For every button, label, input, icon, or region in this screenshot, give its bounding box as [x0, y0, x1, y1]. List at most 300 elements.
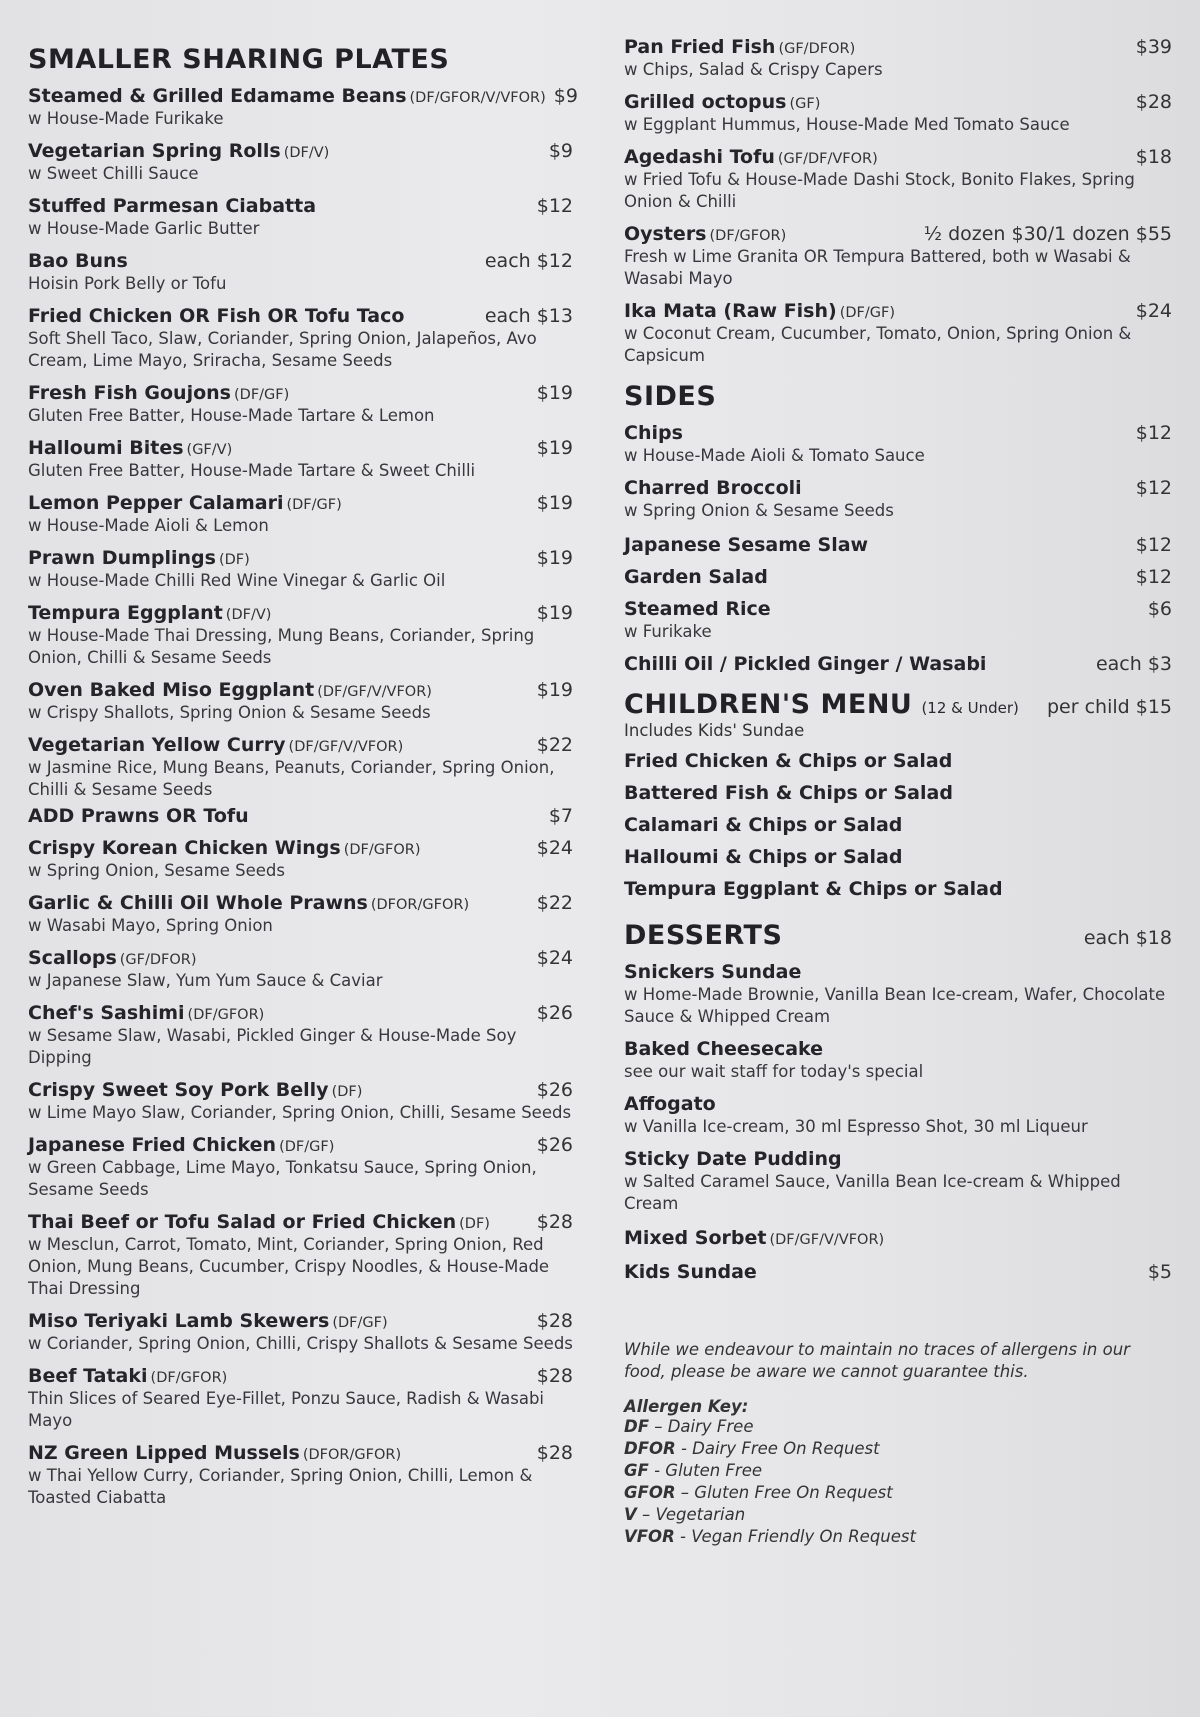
menu-item-description: w Lime Mayo Slaw, Coriander, Spring Onion, Chilli, Sesame Seeds [28, 1103, 572, 1122]
dietary-tags: (DF) [459, 1216, 490, 1232]
menu-item-description: w Coriander, Spring Onion, Chilli, Crispy Shallots & Sesame Seeds [28, 1334, 573, 1353]
allergen-separator: – [636, 1505, 656, 1524]
menu-item-name: Pan Fried Fish [624, 36, 776, 58]
allergen-meaning: Vegan Friendly On Request [691, 1527, 916, 1546]
menu-item-name: Miso Teriyaki Lamb Skewers [28, 1310, 330, 1332]
allergen-code: V [624, 1505, 637, 1524]
children-age-note: (12 & Under) [921, 699, 1019, 717]
menu-item [624, 1261, 1172, 1283]
allergen-key-line [624, 1526, 1172, 1548]
menu-item-price: each $3 [1095, 653, 1172, 675]
menu-item [28, 837, 573, 882]
dietary-tags: (DF/GF) [279, 1139, 335, 1155]
menu-item-price: $12 [1135, 477, 1172, 499]
menu-item-row [624, 422, 1172, 444]
menu-item [624, 36, 1172, 81]
dietary-tags: (DF/GFOR) [709, 228, 787, 244]
menu-item-row [28, 1442, 573, 1464]
menu-item-name: Steamed Rice [624, 598, 771, 620]
dietary-tags: (DF/V) [283, 145, 330, 161]
menu-item-name: Fresh Fish Goujons [28, 382, 231, 404]
menu-item-title [624, 878, 1003, 900]
menu-item-name: Japanese Fried Chicken [28, 1134, 277, 1156]
desserts-section [624, 920, 1172, 1283]
children-header [624, 689, 1172, 720]
menu-item-price: $19 [536, 492, 573, 514]
menu-item-price: $5 [1147, 1261, 1172, 1283]
menu-item [624, 1093, 1172, 1138]
menu-item [624, 422, 1172, 467]
allergen-key-line [624, 1460, 1172, 1482]
desserts-price: each $18 [1083, 927, 1172, 949]
menu-item-row [624, 653, 1172, 675]
menu-item-name: Fried Chicken & Chips or Salad [624, 750, 953, 772]
allergen-separator: – [675, 1483, 695, 1502]
menu-item-description: w House-Made Garlic Butter [28, 219, 260, 238]
menu-item [624, 961, 1172, 1028]
menu-item-price: $12 [536, 195, 573, 217]
menu-item-name: Kids Sundae [624, 1261, 757, 1283]
dietary-tags: (DF/GF/V/VFOR) [769, 1232, 885, 1248]
menu-item-name: Ika Mata (Raw Fish) [624, 300, 837, 322]
menu-item-row [28, 1365, 573, 1387]
menu-item [624, 878, 1172, 900]
menu-item-row [624, 300, 1172, 322]
menu-item-title [28, 734, 403, 756]
menu-item-title [624, 1227, 884, 1249]
menu-item-name: Crispy Sweet Soy Pork Belly [28, 1079, 329, 1101]
allergen-section [624, 1339, 1172, 1548]
menu-item-row [624, 782, 1172, 804]
menu-item-description: Thin Slices of Seared Eye-Fillet, Ponzu Sauce, Radish & Wasabi Mayo [28, 1389, 545, 1430]
menu-item-title [28, 1134, 334, 1156]
menu-item-name: Crispy Korean Chicken Wings [28, 837, 341, 859]
right-column [624, 36, 1172, 1548]
menu-item-name: Sticky Date Pudding [624, 1148, 842, 1170]
menu-item [624, 1227, 1172, 1249]
dietary-tags: (DF/GF) [332, 1315, 388, 1331]
menu-item-title [28, 805, 249, 827]
menu-item-description: w Jasmine Rice, Mung Beans, Peanuts, Coriander, Spring Onion, Chilli & Sesame Seeds [28, 758, 555, 799]
menu-item-title [624, 566, 768, 588]
menu-item-row [28, 85, 578, 107]
allergen-separator: – [648, 1417, 668, 1436]
menu-item-description: Fresh w Lime Granita OR Tempura Battered, both w Wasabi & Wasabi Mayo [624, 247, 1131, 288]
menu-item-description: see our wait staff for today's special [624, 1062, 924, 1081]
dietary-tags: (DFOR/GFOR) [302, 1447, 402, 1463]
menu-item-price: $19 [536, 437, 573, 459]
allergen-meaning: Vegetarian [655, 1505, 746, 1524]
menu-item-row [28, 547, 573, 569]
menu-item-row [28, 250, 573, 272]
menu-item-row [28, 679, 573, 701]
menu-item-title [28, 382, 289, 404]
menu-item-title [28, 1002, 264, 1024]
dietary-tags: (DF/GF) [234, 387, 290, 403]
menu-item [28, 140, 573, 185]
menu-item-title [28, 1211, 490, 1233]
allergen-key-line [624, 1438, 1172, 1460]
menu-item-description: w House-Made Aioli & Lemon [28, 516, 269, 535]
menu-item-name: Scallops [28, 947, 117, 969]
menu-item-description: w Green Cabbage, Lime Mayo, Tonkatsu Sauce, Spring Onion, Sesame Seeds [28, 1158, 537, 1199]
menu-item-title [624, 961, 801, 983]
menu-item-title [624, 1148, 842, 1170]
menu-item-title [624, 598, 771, 620]
menu-item [624, 91, 1172, 136]
menu-item [28, 492, 573, 537]
menu-item-row [624, 566, 1172, 588]
allergen-key-line [624, 1482, 1172, 1504]
menu-item-price: $28 [536, 1365, 573, 1387]
section-title-desserts: DESSERTS [624, 920, 783, 951]
allergen-disclaimer: While we endeavour to maintain no traces of allergens in our food, please be aware we cannot guarantee this. [624, 1340, 1130, 1381]
menu-item-title [624, 846, 902, 868]
menu-item-row [624, 1227, 1172, 1249]
menu-item-title [624, 814, 902, 836]
sides-section [624, 381, 1172, 675]
menu-item-description: w Vanilla Ice-cream, 30 ml Espresso Shot, 30 ml Liqueur [624, 1117, 1088, 1136]
allergen-key-title: Allergen Key: [624, 1397, 749, 1416]
dietary-tags: (DF/GFOR) [187, 1007, 265, 1023]
desserts-header [624, 920, 1172, 951]
menu-item [28, 805, 573, 827]
allergen-separator: - [675, 1439, 693, 1458]
menu-item-title [28, 85, 546, 107]
menu-item-title [624, 750, 952, 772]
menu-item [28, 602, 573, 669]
menu-item-name: Oven Baked Miso Eggplant [28, 679, 315, 701]
dietary-tags: (GF) [789, 96, 821, 112]
section-title-childrens-menu: CHILDREN'S MENU [624, 689, 913, 720]
menu-item-name: Beef Tataki [28, 1365, 148, 1387]
menu-item [624, 1038, 1172, 1083]
menu-item-title [624, 36, 855, 58]
menu-item [28, 250, 573, 295]
menu-item [28, 1002, 573, 1069]
menu-item-title [624, 223, 786, 245]
menu-item-row [28, 382, 573, 404]
allergen-code: DF [624, 1417, 649, 1436]
menu-item-row [624, 146, 1172, 168]
menu-item-name: Mixed Sorbet [624, 1227, 767, 1249]
menu-item [28, 892, 573, 937]
children-price: per child $15 [1046, 696, 1172, 718]
menu-item-description: w Japanese Slaw, Yum Yum Sauce & Caviar [28, 971, 383, 990]
menu-item-description: w Sesame Slaw, Wasabi, Pickled Ginger & House-Made Soy Dipping [28, 1026, 517, 1067]
menu-item-title [624, 146, 878, 168]
allergen-code: DFOR [624, 1439, 676, 1458]
menu-item-name: Halloumi & Chips or Salad [624, 846, 903, 868]
allergen-meaning: Dairy Free [667, 1417, 754, 1436]
menu-item-row [28, 195, 573, 217]
menu-item [28, 1079, 573, 1124]
allergen-key-line [624, 1416, 1172, 1438]
menu-item-price: $22 [536, 734, 573, 756]
menu-item-row [28, 602, 573, 624]
menu-item [28, 1365, 573, 1432]
menu-item-title [28, 1310, 388, 1332]
menu-item-price: $26 [536, 1002, 573, 1024]
menu-item-title [624, 653, 986, 675]
sides-list [624, 422, 1172, 675]
menu-item [28, 1310, 573, 1355]
menu-item-description: w Crispy Shallots, Spring Onion & Sesame Seeds [28, 703, 431, 722]
menu-item-description: w House-Made Aioli & Tomato Sauce [624, 446, 925, 465]
menu-item-name: Chef's Sashimi [28, 1002, 185, 1024]
allergen-code: VFOR [624, 1527, 675, 1546]
menu-item-title [28, 1365, 227, 1387]
dietary-tags: (DF/GFOR/V/VFOR) [409, 90, 546, 106]
menu-item-name: Snickers Sundae [624, 961, 802, 983]
menu-item-price: $28 [536, 1310, 573, 1332]
menu-item-description: w Mesclun, Carrot, Tomato, Mint, Coriander, Spring Onion, Red Onion, Mung Beans, Cucumber, Crispy Noodles, & House-Made Thai Dressing [28, 1235, 550, 1298]
dietary-tags: (DF) [218, 552, 250, 568]
menu-item-description: w Sweet Chilli Sauce [28, 164, 199, 183]
allergen-separator: - [674, 1527, 692, 1546]
menu-item-price: $6 [1147, 598, 1172, 620]
menu-item-row [28, 892, 573, 914]
menu-item [624, 814, 1172, 836]
menu-item-row [624, 1148, 1172, 1170]
menu-item-title [624, 477, 802, 499]
menu-item [624, 534, 1172, 556]
dietary-tags: (DF/GF/V/VFOR) [317, 684, 432, 700]
dietary-tags: (DFOR/GFOR) [370, 897, 470, 913]
menu-item-name: Agedashi Tofu [624, 146, 775, 168]
menu-item-description: w House-Made Furikake [28, 109, 224, 128]
menu-item-row [624, 36, 1172, 58]
menu-item-name: Japanese Sesame Slaw [624, 534, 869, 556]
children-list [624, 750, 1172, 900]
menu-item-description: w Spring Onion, Sesame Seeds [28, 861, 285, 880]
menu-item-row [624, 223, 1172, 245]
menu-item-title [28, 492, 342, 514]
menu-item-title [624, 422, 683, 444]
menu-item-row [28, 140, 573, 162]
menu-item [28, 734, 573, 801]
menu-item [624, 782, 1172, 804]
allergen-meaning: Dairy Free On Request [692, 1439, 880, 1458]
menu-item-price: $26 [536, 1079, 573, 1101]
menu-item-title [624, 1261, 757, 1283]
menu-item-name: Battered Fish & Chips or Salad [624, 782, 953, 804]
menu-item-price: $9 [553, 85, 578, 107]
allergen-key-list [624, 1416, 1172, 1548]
menu-item-title [28, 602, 271, 624]
menu-item-title [28, 547, 250, 569]
menu-item-name: Grilled octopus [624, 91, 787, 113]
children-title-group [624, 689, 1019, 720]
menu-item [28, 679, 573, 724]
menu-item-row [624, 878, 1172, 900]
menu-item-description: w House-Made Thai Dressing, Mung Beans, Coriander, Spring Onion, Chilli & Sesame Seeds [28, 626, 535, 667]
menu-item-name: Baked Cheesecake [624, 1038, 824, 1060]
menu-item-price: $12 [1135, 422, 1172, 444]
menu-item-price: $28 [1135, 91, 1172, 113]
menu-item-row [28, 1310, 573, 1332]
children-section [624, 689, 1172, 900]
menu-item-title [28, 1442, 401, 1464]
menu-item-description: Gluten Free Batter, House-Made Tartare & Lemon [28, 406, 435, 425]
allergen-meaning: Gluten Free [665, 1461, 763, 1480]
dietary-tags: (DF/V) [225, 607, 272, 623]
menu-item-price: $19 [536, 679, 573, 701]
menu-item [624, 1148, 1172, 1215]
menu-item [28, 195, 573, 240]
menu-item-price: $24 [1135, 300, 1172, 322]
menu-item [28, 1211, 573, 1300]
menu-item [624, 223, 1172, 290]
menu-item-description: Hoisin Pork Belly or Tofu [28, 274, 227, 293]
menu-item-name: Steamed & Grilled Edamame Beans [28, 85, 407, 107]
menu-item-row [624, 477, 1172, 499]
menu-item-price: $26 [536, 1134, 573, 1156]
menu-item-row [28, 492, 573, 514]
dietary-tags: (GF/DFOR) [119, 952, 197, 968]
menu-item-price: each $12 [484, 250, 573, 272]
sharing-plates-list [28, 85, 578, 1509]
menu-item-title [624, 1093, 716, 1115]
left-column [28, 44, 578, 1509]
allergen-code: GFOR [624, 1483, 676, 1502]
dietary-tags: (DF/GF) [839, 305, 895, 321]
menu-item [28, 547, 573, 592]
menu-item-row [28, 1211, 573, 1233]
menu-item-name: Oysters [624, 223, 707, 245]
menu-item-description: w Home-Made Brownie, Vanilla Bean Ice-cream, Wafer, Chocolate Sauce & Whipped Cream [624, 985, 1166, 1026]
menu-item-name: Vegetarian Yellow Curry [28, 734, 286, 756]
menu-item-description: w Thai Yellow Curry, Coriander, Spring Onion, Chilli, Lemon & Toasted Ciabatta [28, 1466, 533, 1507]
menu-item-title [624, 782, 953, 804]
menu-item-row [624, 91, 1172, 113]
menu-item [28, 1442, 573, 1509]
menu-item [624, 566, 1172, 588]
dietary-tags: (DF/GF) [286, 497, 342, 513]
desserts-list [624, 961, 1172, 1283]
menu-item-name: ADD Prawns OR Tofu [28, 805, 249, 827]
menu-item-row [624, 1261, 1172, 1283]
menu-item [624, 750, 1172, 772]
menu-item-row [28, 947, 573, 969]
menu-item-price: each $13 [484, 305, 573, 327]
menu-item-row [624, 598, 1172, 620]
menu-item-description: w House-Made Chilli Red Wine Vinegar & Garlic Oil [28, 571, 446, 590]
menu-item-description: w Coconut Cream, Cucumber, Tomato, Onion, Spring Onion & Capsicum [624, 324, 1132, 365]
menu-item [624, 598, 1172, 643]
menu-item-price: $22 [536, 892, 573, 914]
menu-item [624, 653, 1172, 675]
menu-item-description: Soft Shell Taco, Slaw, Coriander, Spring Onion, Jalapeños, Avo Cream, Lime Mayo, Sriracha, Sesame Seeds [28, 329, 537, 370]
menu-item-name: Chips [624, 422, 683, 444]
allergen-code: GF [624, 1461, 649, 1480]
menu-item-price: $28 [536, 1442, 573, 1464]
allergen-key-line [624, 1504, 1172, 1526]
menu-item [624, 846, 1172, 868]
menu-item-row [624, 961, 1172, 983]
menu-item-description: w Chips, Salad & Crispy Capers [624, 60, 883, 79]
menu-item-row [28, 1134, 573, 1156]
menu-item-name: Tempura Eggplant & Chips or Salad [624, 878, 1003, 900]
menu-item [28, 85, 578, 130]
menu-item-name: Halloumi Bites [28, 437, 184, 459]
menu-item [28, 382, 573, 427]
menu-item-row [28, 805, 573, 827]
menu-item-description: w Fried Tofu & House-Made Dashi Stock, Bonito Flakes, Spring Onion & Chilli [624, 170, 1135, 211]
menu-item-name: Garden Salad [624, 566, 768, 588]
menu-item-name: Bao Buns [28, 250, 128, 272]
menu-item-title [28, 305, 404, 327]
dietary-tags: (GF/DFOR) [778, 41, 856, 57]
menu-item-title [28, 140, 329, 162]
menu-item-title [28, 892, 469, 914]
menu-item-name: Thai Beef or Tofu Salad or Fried Chicken [28, 1211, 457, 1233]
menu-item-title [28, 837, 420, 859]
dietary-tags: (DF) [331, 1084, 363, 1100]
menu-item [624, 300, 1172, 367]
menu-item-price: $18 [1135, 146, 1172, 168]
menu-item-row [624, 1093, 1172, 1115]
menu-item-name: Garlic & Chilli Oil Whole Prawns [28, 892, 368, 914]
menu-item [28, 947, 573, 992]
menu-item-title [624, 91, 820, 113]
menu-item-title [28, 1079, 362, 1101]
menu-item-price: ½ dozen $30/1 dozen $55 [923, 223, 1172, 245]
menu-item-name: Tempura Eggplant [28, 602, 223, 624]
menu-item-price: $24 [536, 947, 573, 969]
menu-item-description: w Spring Onion & Sesame Seeds [624, 501, 894, 520]
menu-item-price: $39 [1135, 36, 1172, 58]
menu-item-name: Prawn Dumplings [28, 547, 216, 569]
menu-item-price: $9 [548, 140, 573, 162]
menu-item-description: w Salted Caramel Sauce, Vanilla Bean Ice-cream & Whipped Cream [624, 1172, 1121, 1213]
dietary-tags: (DF/GF/V/VFOR) [288, 739, 404, 755]
menu-item-title [28, 679, 432, 701]
menu-item [28, 437, 573, 482]
menu-item-name: Calamari & Chips or Salad [624, 814, 903, 836]
menu-item-name: Affogato [624, 1093, 716, 1115]
menu-item-name: Charred Broccoli [624, 477, 802, 499]
allergen-meaning: Gluten Free On Request [694, 1483, 893, 1502]
menu-item-name: Lemon Pepper Calamari [28, 492, 284, 514]
menu-item-price: $28 [536, 1211, 573, 1233]
menu-item-row [624, 814, 1172, 836]
menu-item-title [28, 250, 128, 272]
menu-item-description: w Wasabi Mayo, Spring Onion [28, 916, 273, 935]
menu-item-description: w Eggplant Hummus, House-Made Med Tomato Sauce [624, 115, 1070, 134]
menu-item [28, 305, 573, 372]
menu-item-title [28, 195, 316, 217]
menu-item-price: $19 [536, 382, 573, 404]
menu-item-row [624, 1038, 1172, 1060]
menu-item-title [624, 300, 895, 322]
menu-item [624, 477, 1172, 522]
menu-item-name: NZ Green Lipped Mussels [28, 1442, 300, 1464]
children-subtitle: Includes Kids' Sundae [624, 721, 805, 740]
menu-item-row [28, 305, 573, 327]
menu-item-row [28, 734, 573, 756]
menu-item-description: w Furikake [624, 622, 712, 641]
dietary-tags: (GF/DF/VFOR) [777, 151, 878, 167]
menu-item-price: $19 [536, 547, 573, 569]
menu-item [28, 1134, 573, 1201]
menu-item-row [28, 837, 573, 859]
menu-item-name: Vegetarian Spring Rolls [28, 140, 281, 162]
menu-item-title [624, 1038, 823, 1060]
dietary-tags: (GF/V) [186, 442, 233, 458]
menu-item-row [28, 1002, 573, 1024]
section-title-smaller-sharing-plates: SMALLER SHARING PLATES [28, 44, 450, 75]
